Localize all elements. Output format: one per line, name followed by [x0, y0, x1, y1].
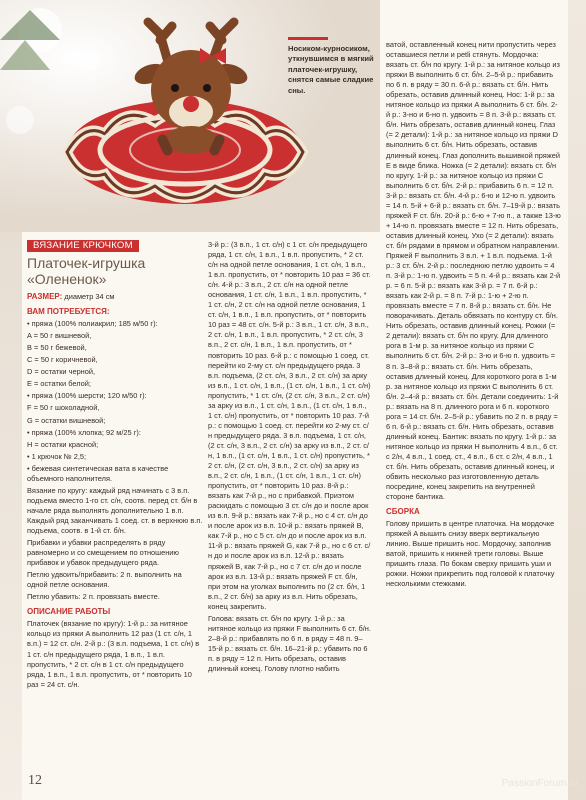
decorative-right-band	[568, 0, 586, 800]
material-item: A = 50 г вишневой,	[27, 331, 92, 341]
column-left	[27, 240, 203, 692]
page-number: 12	[28, 773, 42, 788]
materials-list	[27, 319, 203, 484]
work-heading: ОПИСАНИЕ РАБОТЫ	[27, 607, 111, 617]
work-paragraph: Платочек (вязание по кругу): 1-й р.: за нитяное кольцо из пряжи A выполнить 12 раз (1 ст. с/н, 1 в.п.) = 12 ст. с/н. 2-й р.: (3 в.п. подъема, 1 ст. с/н) в 1 ст. с/н предыдущего ряда, 1 в.п., 1 в.п. пропустить, * 2 ст. с/н в 1 ст. с/н предыдущего ряда, 1 в.п., 1 в.п. пропустить, от * повторить 10 раз = 24 ст. с/н.	[27, 619, 200, 689]
site-watermark: PassionForum.ru	[501, 778, 578, 789]
material-item: F = 50 г шоколадной,	[27, 403, 100, 413]
head-paragraph: Голова: вязать ст. б/н по кругу. 1-й р.: за нитяное кольцо из пряжи F выполнить 6 ст. б/н. 2–8-й р.: прибавлять по 6 п. в ряду = 48 п. 9–15-й р.: вязать ст. б/н. 16–21-й р.: убавить по 6 п. в ряду = 12 п. Нить обрезать, оставив длинный конец. Голову плотно набить	[208, 613, 371, 673]
title-line-2: «Олененок»	[27, 270, 107, 287]
decorative-left-band	[0, 232, 22, 800]
size-value: диаметр 34 см	[64, 292, 115, 302]
technique-paragraph: Петлю убавить: 2 п. провязать вместе.	[27, 592, 160, 602]
size-label: РАЗМЕР:	[27, 292, 63, 302]
deer-blanket-photo	[0, 0, 380, 232]
materials-heading: ВАМ ПОТРЕБУЕТСЯ:	[27, 307, 110, 317]
section-tag: ВЯЗАНИЕ КРЮЧКОМ	[27, 240, 139, 252]
material-item: G = остатки вишневой;	[27, 415, 106, 425]
rows-paragraph: 3-й р.: (3 в.п., 1 ст. с/н) с 1 ст. с/н предыдущего ряда, 1 ст. с/н, 1 в.п., 1 в.п. пропустить, * 2 ст. с/н на одной петле основания, 1 ст. с/н, 1 в.п., 1 в.п. пропустить, от * повторить 10 раз = 36 ст. с/н. 4-й р.: 3 в.п., 2 ст. с/н на одной петле основания, 1 ст. с/н, 1 в.п., 1 в.п. пропустить, * 1 ст. с/н, 2 ст. с/н на одной петле основания, 1 ст. с/н, 1 в.п., 1 в.п. пропустить, от * повторить 10 раз = 48 ст. с/н. 5-й р.: 3 в.п., 1 ст. с/н, 3 в.п., 2 ст. с/н, 1 в.п., 1 в.п. пропустить, * 2 ст. с/н, 3 в.п., 2 ст. с/н, 1 в.п., 1 в.п. пропустить, от * повторить 10 раз. 6-й р.: с помощью 1 соед. ст. перейти ко 2-му ст. с/н предыдущего ряда. 3 в.п. подъема, (2 ст. с/н, 3 в.п., 2 ст. с/н) за арку из в.п., 1 ст. с/н, 1 в.п., (1 ст. с/н, 1 в.п., 1 ст. с/н) пропустить, * 1 ст. с/н, (2 ст. с/н, 3 в.п., 2 ст. с/н) за арку из в.п., 1 ст. с/н, 1 в.п., (1 ст. с/н, 1 в.п., 1 ст. с/н) пропустить, от * повторить 10 раз. 7-й р.: с помощью 1 соед. ст. перейти ко 2-му ст. с/н предыдущего ряда. 3 в.п. подъема, 1 ст. с/н, (2 ст. с/н, 3 в.п., 2 ст. с/н) за арку из в.п., 2 ст. с/н, 1 в.п., (1 ст. с/н, 1 в.п., 1 ст. с/н) пропустить, * 2 ст. с/н, (2 ст. с/н, 3 в.п., 2 ст. с/н) за арку из в.п., 2 ст. с/н, 1 в.п., (1 ст. с/н, 1 в.п., 1 ст. с/н) пропустить, от * повторить 10 раз. 8-й р.: вязать как 7-й р., но с прибавкой. Приэтом раскидать с помощью 3 ст. с/н до и после арок из в.п. 9-й р.: вязать как 7-й р., но с 4 ст. с/н до и после арок из в.п. 10-й р.: вязать пряжей B, как 7-й р., но с 5 ст. с/н до и после арок из в.п. 11-й р.: вязать пряжей G, как 7-й р., но с 6 ст. с/н до и после арок из в.п. 12-й р.: вязать пряжей B, как 7-й р., но с 7 ст. с/н до и после арок из в.п. 13-й р.: вязать пряжей F ст. б/н, при этом на уголках выполнить по (2 ст. б/н, 1 в.п., 2 ст. б/н) за арку из в.п. Нить обрезать, конец закрепить.	[208, 240, 371, 611]
column-right	[386, 40, 561, 592]
material-item: • бежевая синтетическая вата в качестве объемного наполнителя.	[27, 463, 169, 483]
material-item: • пряжа (100% хлопка; 92 м/25 г):	[27, 427, 141, 437]
assembly-paragraph: Голову пришить в центре платочка. На мордочке пряжей A вышить снизу вверх вертикальную линию. Выше пришить нос. Мордочку, заполнив ватой, пришить к нижней трети головы. Выше пришить глаза. По бокам сверху пришить уши и рожки. Ножки прикрепить под головой к платочку несколькими стежками.	[386, 519, 555, 589]
photo-caption: Носиком-курносиком, уткнувшимся в мягкий платочек-игрушку, снятся самые сладкие сны.	[288, 44, 374, 95]
title-line-1: Платочек-игрушка	[27, 255, 146, 272]
material-item: D = остатки черной,	[27, 367, 96, 377]
material-item: • 1 крючок № 2,5;	[27, 451, 87, 461]
caption-accent	[288, 37, 328, 40]
material-item: E = остатки белой;	[27, 379, 91, 389]
deer-toy-illustration	[0, 0, 380, 232]
parts-paragraph: ватой, оставленный конец нити пропустить через оставшиеся петли и petli стянуть. Мордочка: вязать ст. б/н по кругу. 1-й р.: за нитяное кольцо из пряжи B выполнить 6 ст. б/н. 2–5-й р.: прибавить по 6 п. в ряду = 30 п. 6-й р.: вязать ст. б/н. Нить обрезать, оставив длинный конец. Нос: 1-й р.: за нитяное кольцо из пряжи A выполнить 6 ст. б/н. 2-й р.: 3-но и 6-но п. удвоить = 8 п. 3-й р.: вязать ст. б/н. Нить обрезать, оставив длинный конец. Глаз (= 2 детали): 1-й р.: за нитяное кольцо из пряжи D выполнить 6 ст. б/н. Нить обрезать, оставив длинный конец. Глаз дополнить вышивкой пряжей E в виде блика. Ножка (= 2 детали): вязать ст. б/н по кругу. 1-й р.: за нитяное кольцо из пряжи C выполнить 6 ст. б/н. 2-й р.: прибавить 6 п. = 12 п. 3-й р.: вязать ст. б/н. 4-й р.: 6-ю и 12-ю п. удвоить = 14 п. 5-й + 6-й р.: вязать ст. б/н. 7–19-й р.: вязать пряжей F ст. б/н. 20-й р.: 6-ю + 7-ю п., а также 13-ю + 14-ю п. провязать вместе = 12 п. Нить обрезать, оставив длинный конец. Ухо (= 2 детали): вязать ст. б/н рядами в прямом и обратном направлении. Пряжей F выполнить 3 в.п. + 1 в.п. подъема. 1-й р.: 3 ст. б/н. 2-й р.: последнюю петлю удвоить = 4 п. 3-й р.: 1-ю п. удвоить = 5 п. 4-й р.: вязать как 2-й р. = 6 п. 5-й р.: вязать как 3-й р. = 7 п. 6-й р.: вязать как 2-й р. = 8 п. 7-й р.: 1-ю + 2-ю п. провязать вместе = 7 п. 8-й р.: вязать ст. б/н. Не поворачивать. Деталь обвязать по контуру ст. б/н. Нить обрезать, оставив длинный конец. Рожки (= 2 детали): вязать ст. б/н по кругу. Для длинного рога в 1-м р. за нитяное кольцо из пряжи C выполнить 6 ст. б/н. 2-й р.: 3-ю и 6-ю п. удвоить = 8 п. 3–8-й р.: вязать ст. б/н. Нить обрезать, оставив длинный конец. Для короткого рога в 1-м р. за нитяное кольцо из пряжи C выполнить 6 ст. б/н. 2–4-й р.: вязать ст. б/н. Детали соединить: 1-й р.: вязать на 8 п. длинного рога и 6 п. короткого рога = 14 ст. б/н. 2–5-й р.: убавить по 2 п. в ряду = 6 п. 6-й р.: вязать ст. б/н. Нить обрезать, оставив длинный конец. Бантик: вязать по кругу. 1-й р.: за нитяное кольцо из пряжи H выполнить 4 в.п., 6 ст. с 2/н, 4 в.п., 1 соед. ст., 4 в.п., 6 ст. с 2/н, 4 в.п., 1 ст. б/н. Нить обрезать, оставив длинный конец, и обвить несколько раз изготовленную деталь посредине, конец закрепить на внутренней стороне бантика.	[386, 40, 561, 502]
material-item: H = остатки красной;	[27, 439, 99, 449]
material-item: • пряжа (100% шерсти; 120 м/50 г):	[27, 391, 147, 401]
material-item: B = 50 г бежевой,	[27, 343, 87, 353]
technique-paragraph: Прибавки и убавки распределять в ряду равномерно и со смещением по отношению прибавок и убавок предыдущего ряда.	[27, 538, 179, 568]
technique-paragraph: Вязание по кругу: каждый ряд начинать с 3 в.п. подъема вместо 1-го ст. с/н, соотв. перед ст. б/н в начале ряда выполнять дополнительно 1 в.п. Каждый ряд заканчивать 1 соед. ст. в верхнюю в.п. подъема, соотв. в 1-й ст. б/н.	[27, 485, 203, 535]
material-item: • пряжа (100% полиакрил; 185 м/50 г):	[27, 319, 158, 329]
column-middle	[208, 240, 371, 676]
technique-paragraph: Петлю удвоить/прибавить: 2 п. выполнить на одной петле основания.	[27, 570, 182, 590]
size-line	[27, 292, 203, 302]
article-title	[27, 256, 203, 287]
assembly-heading: СБОРКА	[386, 507, 420, 517]
material-item: C = 50 г коричневой,	[27, 355, 98, 365]
